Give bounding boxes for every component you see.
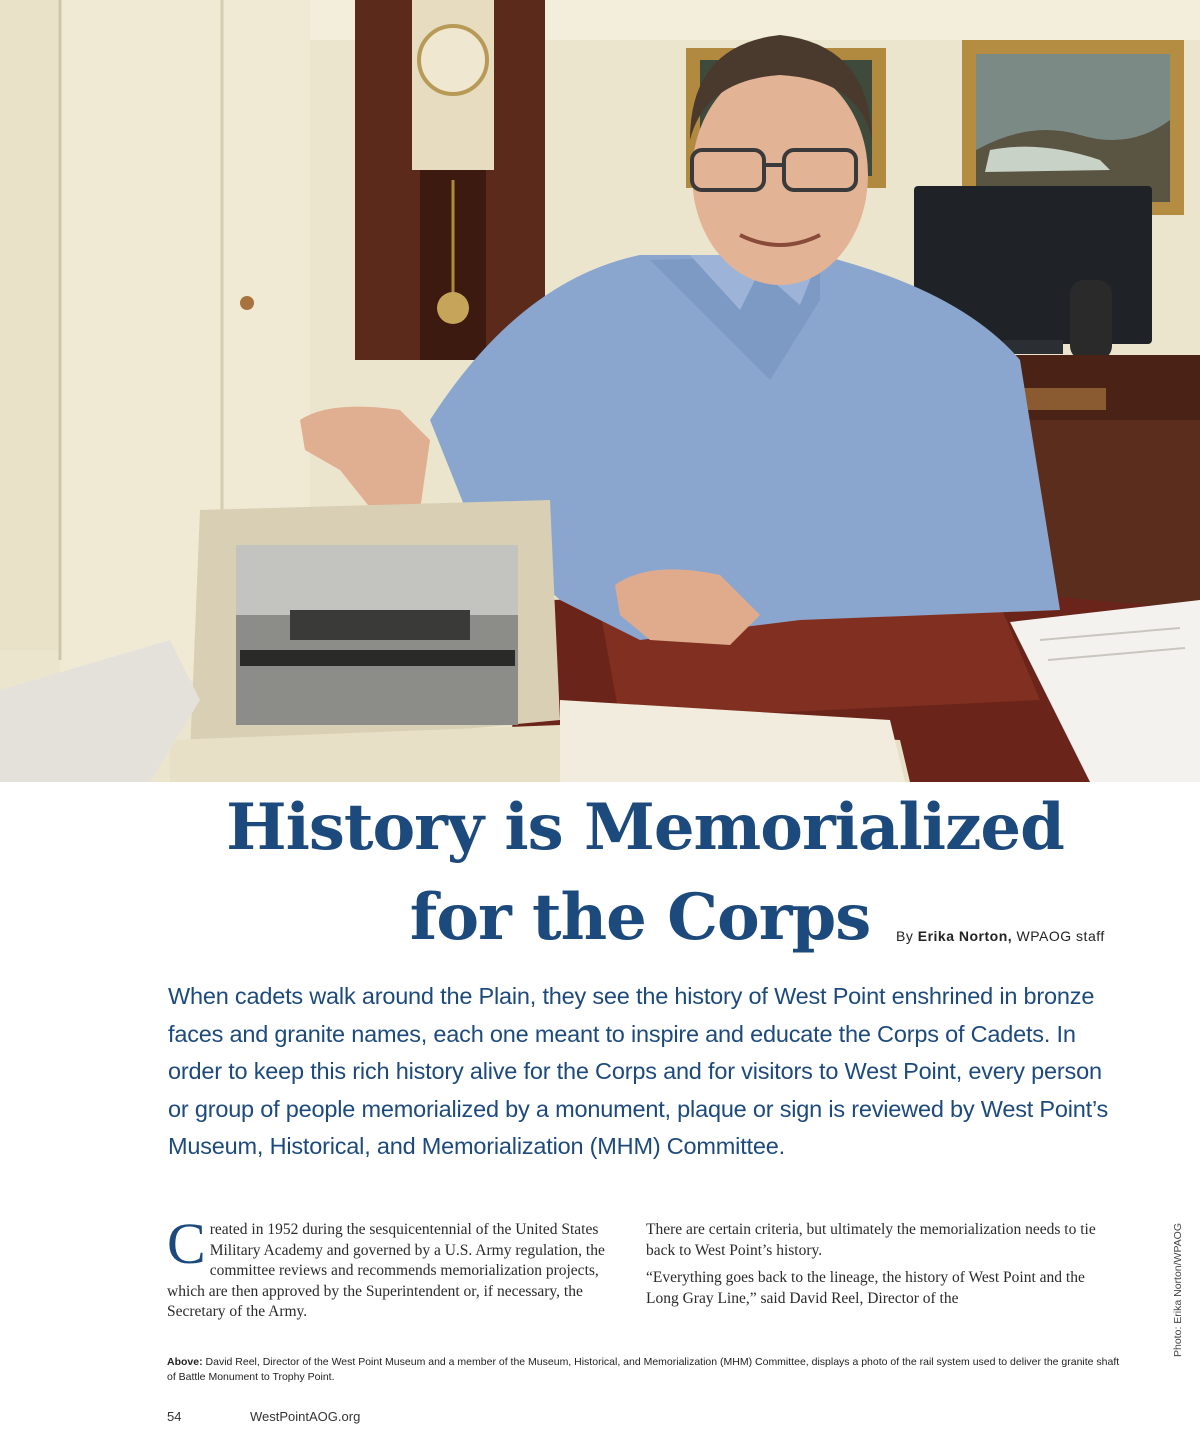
body-column-2 (646, 1220, 1116, 1316)
body-col1-text: reated in 1952 during the sesquicentennial of the United States Military Academy and governed by a U.S. Army regulation, the committee reviews and recommends memorialization projects, which are then approved by the Superintendent or, if necessary, the Secretary of the Army. (167, 1221, 605, 1321)
body-col2-paragraph-2: “Everything goes back to the lineage, the history of West Point and the Long Gray Line,” said David Reel, Director of the (646, 1269, 1085, 1307)
byline-prefix: By (896, 928, 914, 944)
photo-credit: Photo: Erika Norton/WPAOG (1172, 1222, 1184, 1357)
deck-intro: When cadets walk around the Plain, they see the history of West Point enshrined in bronze faces and granite names, each one meant to inspire and educate the Corps of Cadets. In order to keep this rich history alive for the Corps and for visitors to West Point, every person or group of people memorialized by a monument, plaque or sign is reviewed by West Point’s Museum, Historical, and Memorialization (MHM) Committee. (168, 983, 1109, 1159)
caption-text: David Reel, Director of the West Point Museum and a member of the Museum, Historical, and Memorialization (MHM) Committee, displays a photo of the rail system used to deliver the granite shaft of Battle Monument to Trophy Point. (167, 1356, 1120, 1383)
drop-cap: C (167, 1211, 206, 1276)
byline (896, 928, 1105, 944)
body-col2-paragraph-1: There are certain criteria, but ultimately the memorialization needs to tie back to West Point’s history. (646, 1221, 1096, 1259)
byline-role: WPAOG staff (1016, 928, 1105, 944)
headline-line-2: for the Corps (409, 880, 871, 955)
page-number: 54 (167, 1409, 182, 1424)
photo-caption (167, 1355, 1127, 1385)
headline-line-1: History is Memorialized (226, 790, 1064, 865)
body-column-1 (167, 1211, 613, 1330)
caption-label: Above: (167, 1356, 203, 1368)
byline-author: Erika Norton, (917, 928, 1013, 944)
footer-site: WestPointAOG.org (250, 1409, 361, 1424)
